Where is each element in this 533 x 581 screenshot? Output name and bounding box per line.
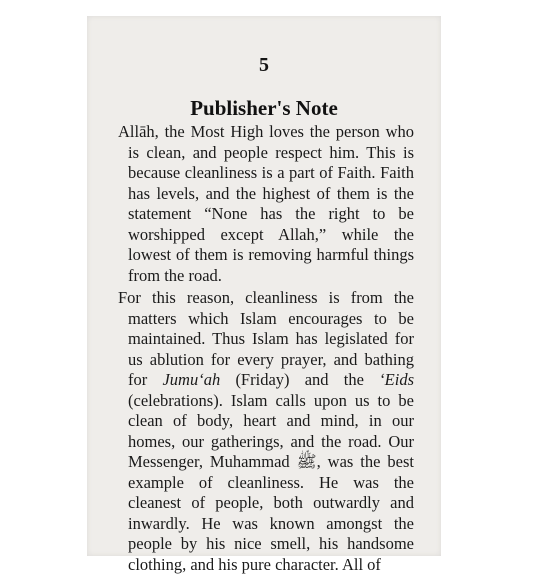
text-line: Faith. Faith has levels, and the highest of bbox=[128, 163, 414, 203]
text-line: This is because cleanliness is a part of bbox=[128, 142, 415, 182]
text-line: clean of body, heart and mind, in our bbox=[128, 411, 414, 430]
text-line: right to be worshipped except Allah,” bbox=[128, 204, 414, 244]
paragraph-2 bbox=[118, 288, 414, 575]
text-line: clothing, and his pure character. All of bbox=[128, 554, 381, 574]
book-page bbox=[87, 16, 441, 574]
text-line: inwardly. He was known amongst the bbox=[128, 513, 414, 533]
text-line: us ablution for every prayer, and bathing for bbox=[128, 349, 414, 389]
text-line: while the lowest of them is removing bbox=[128, 224, 414, 264]
paragraph-1 bbox=[118, 122, 414, 286]
page-number: 5 bbox=[259, 54, 269, 76]
text-line: cleanest of people, both outwardly and bbox=[128, 493, 414, 512]
text-line: best example of cleanliness. He was the bbox=[128, 452, 414, 492]
text-line: harmful things from the road. bbox=[128, 245, 415, 285]
text-line: people by his nice smell, his handsome bbox=[128, 534, 414, 553]
italic-term-eids: ‘Eids bbox=[379, 370, 414, 389]
text-line: matters which Islam encourages to be bbox=[128, 308, 414, 328]
italic-term-jumuah: Jumu‘ah bbox=[162, 370, 221, 389]
text-line: For this reason, cleanliness is from the bbox=[118, 288, 414, 307]
text-line: homes, our gatherings, and the road. bbox=[128, 431, 382, 451]
text-line: Our Messenger, Muhammad ﷺ, was the bbox=[128, 431, 414, 471]
text-line: maintained. Thus Islam has legislated for bbox=[128, 329, 414, 348]
text-line: who is clean, and people respect him. bbox=[128, 122, 415, 162]
text-fragment: (Friday) and the bbox=[220, 370, 380, 389]
body-text bbox=[118, 122, 414, 577]
text-line: Allāh, the Most High loves the person bbox=[118, 122, 380, 141]
page-title: Publisher's Note bbox=[190, 96, 338, 120]
text-line: them is the statement “None has the bbox=[128, 183, 415, 223]
text-line: (celebrations). Islam calls upon us to be bbox=[128, 390, 414, 410]
